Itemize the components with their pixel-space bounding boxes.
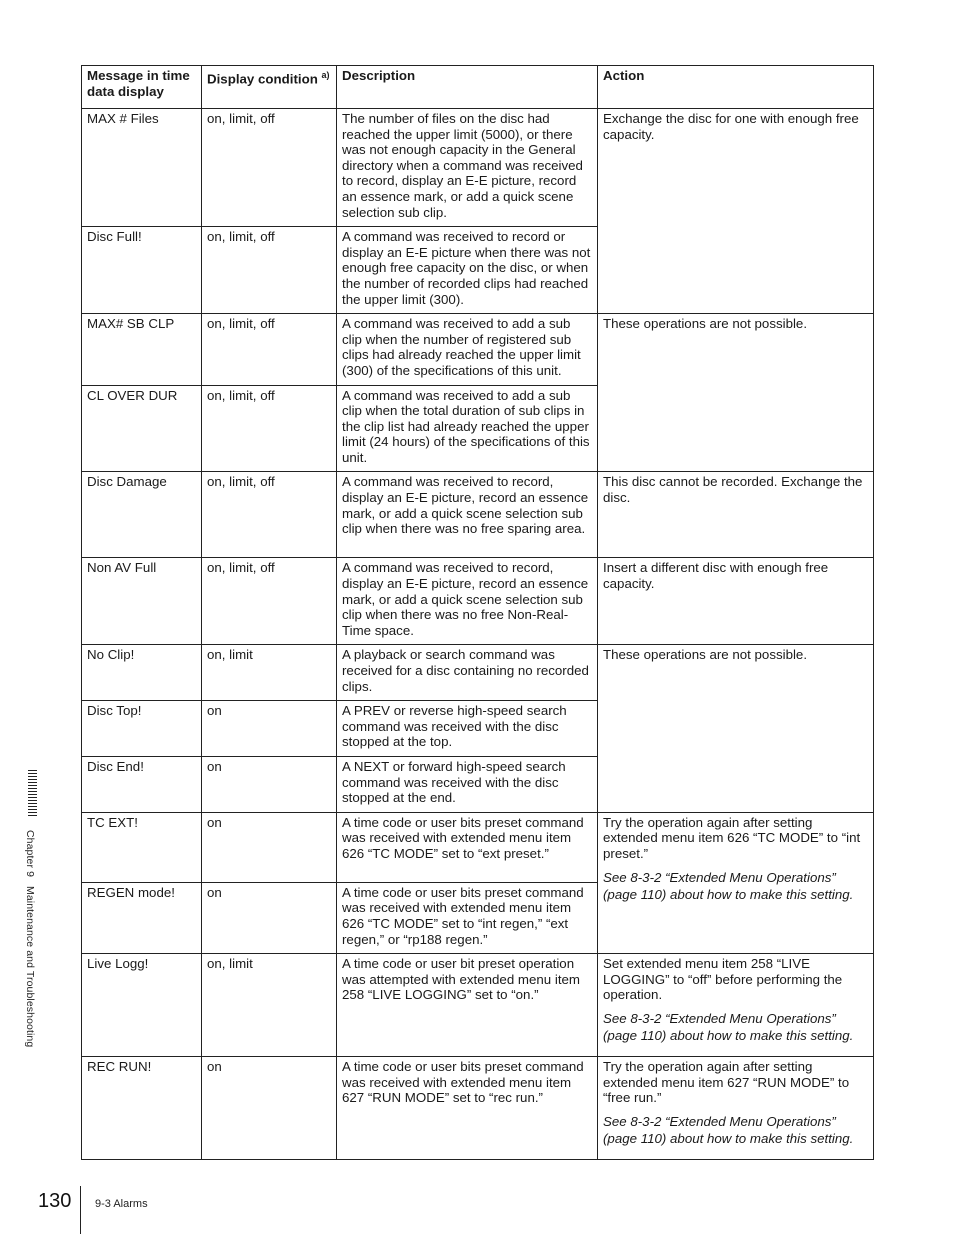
display-cell: on <box>202 812 337 882</box>
table-header-row <box>82 66 874 109</box>
chapter-side-label <box>24 830 36 1047</box>
header-message: Message in time data display <box>82 66 202 109</box>
header-display-condition: Display condition $^{a)}$ <box>202 66 337 109</box>
action-text: Set extended menu item 258 “LIVE LOGGING” to “off” before performing the operation. <box>603 956 843 1003</box>
display-cell: on <box>202 882 337 953</box>
message-cell: No Clip! <box>82 645 202 701</box>
description-cell: A playback or search command was received for a disc containing no recorded clips. <box>337 645 598 701</box>
footer-section-title: 9-3 Alarms <box>95 1198 148 1210</box>
chapter-tab-marker <box>28 770 37 818</box>
reference-note <box>603 1010 868 1044</box>
table-row <box>82 472 874 558</box>
description-cell: A time code or user bits preset command was received with extended menu item 626 “TC MODE” set to “int regen,” “ext regen,” or “rp188 regen.” <box>337 882 598 953</box>
display-cell: on, limit, off <box>202 385 337 472</box>
display-cell: on <box>202 1057 337 1160</box>
action-cell: Exchange the disc for one with enough free capacity. <box>598 109 874 314</box>
table-row <box>82 558 874 645</box>
display-cell: on <box>202 757 337 813</box>
reference-note <box>603 1113 868 1147</box>
display-cell: on, limit <box>202 645 337 701</box>
reference-note-line: See 8-3-2 “Extended Menu Operations” <box>603 1113 836 1129</box>
reference-note-line: (page 110) about how to make this setting. <box>603 1130 854 1146</box>
table-row <box>82 812 874 882</box>
display-cell: on, limit, off <box>202 227 337 314</box>
message-cell: Disc Damage <box>82 472 202 558</box>
message-cell: REGEN mode! <box>82 882 202 953</box>
reference-note-line: (page 110) about how to make this setting. <box>603 1027 854 1043</box>
description-cell: A command was received to record, display an E-E picture, record an essence mark, or add a quick scene selection sub clip when there was no free Non-Real-Time space. <box>337 558 598 645</box>
header-action: Action <box>598 66 874 109</box>
display-cell: on, limit <box>202 954 337 1057</box>
message-cell: TC EXT! <box>82 812 202 882</box>
page-number: 130 <box>38 1190 72 1212</box>
description-cell: A NEXT or forward high-speed search command was received with the disc stopped at the end. <box>337 757 598 813</box>
reference-note-line: (page 110) about how to make this setting. <box>603 886 854 902</box>
action-cell: This disc cannot be recorded. Exchange the disc. <box>598 472 874 558</box>
message-cell: Non AV Full <box>82 558 202 645</box>
display-cell: on, limit, off <box>202 314 337 385</box>
action-cell: These operations are not possible. <box>598 645 874 812</box>
action-text: Try the operation again after setting extended menu item 627 “RUN MODE” to “free run.” <box>603 1059 850 1106</box>
footer-divider <box>80 1186 81 1234</box>
table-row <box>82 1057 874 1160</box>
action-cell <box>598 1057 874 1160</box>
message-cell: Disc Full! <box>82 227 202 314</box>
message-cell: REC RUN! <box>82 1057 202 1160</box>
description-cell: A time code or user bits preset command was received with extended menu item 626 “TC MODE” set to “ext preset.” <box>337 812 598 882</box>
footnote-marker: a) <box>321 70 330 80</box>
table-row <box>82 645 874 701</box>
description-cell: A command was received to record, display an E-E picture, record an essence mark, or add a quick scene selection sub clip when there was no free sparing area. <box>337 472 598 558</box>
table-row <box>82 314 874 385</box>
description-cell: A command was received to add a sub clip when the total duration of sub clips in the clip list had already reached the upper limit (24 hours) of the specifications of this unit. <box>337 385 598 472</box>
chapter-number: Chapter 9 <box>24 830 36 878</box>
display-cell: on, limit, off <box>202 558 337 645</box>
display-cell: on, limit, off <box>202 472 337 558</box>
description-cell: A command was received to add a sub clip when the number of registered sub clips had already reached the upper limit (300) of the specifications of this unit. <box>337 314 598 385</box>
message-cell: Disc Top! <box>82 701 202 757</box>
alarms-table <box>81 65 874 1160</box>
action-text: Try the operation again after setting extended menu item 626 “TC MODE” to “int preset.” <box>603 814 861 861</box>
display-cell: on <box>202 701 337 757</box>
description-cell: A command was received to record or display an E-E picture when there was not enough free capacity on the disc, or when the number of recorded clips had reached the upper limit (300). <box>337 227 598 314</box>
description-cell: A time code or user bit preset operation was attempted with extended menu item 258 “LIVE LOGGING” set to “on.” <box>337 954 598 1057</box>
message-cell: MAX# SB CLP <box>82 314 202 385</box>
reference-note-line: See 8-3-2 “Extended Menu Operations” <box>603 869 836 885</box>
display-cell: on, limit, off <box>202 109 337 227</box>
message-cell: CL OVER DUR <box>82 385 202 472</box>
message-cell: Disc End! <box>82 757 202 813</box>
reference-note <box>603 869 868 903</box>
action-cell: These operations are not possible. <box>598 314 874 472</box>
table-row <box>82 954 874 1057</box>
reference-note-line: See 8-3-2 “Extended Menu Operations” <box>603 1010 836 1026</box>
action-cell: Insert a different disc with enough free capacity. <box>598 558 874 645</box>
message-cell: MAX # Files <box>82 109 202 227</box>
table-row <box>82 109 874 227</box>
message-cell: Live Logg! <box>82 954 202 1057</box>
description-cell: The number of files on the disc had reached the upper limit (5000), or there was not enough capacity in the General directory when a command was received to record, display an E-E picture, record an essence mark, or add a quick scene selection sub clip. <box>337 109 598 227</box>
header-description: Description <box>337 66 598 109</box>
action-cell <box>598 954 874 1057</box>
description-cell: A time code or user bits preset command was received with extended menu item 627 “RUN MODE” set to “rec run.” <box>337 1057 598 1160</box>
chapter-title: Maintenance and Troubleshooting <box>24 886 36 1048</box>
action-cell <box>598 812 874 953</box>
description-cell: A PREV or reverse high-speed search command was received with the disc stopped at the top. <box>337 701 598 757</box>
